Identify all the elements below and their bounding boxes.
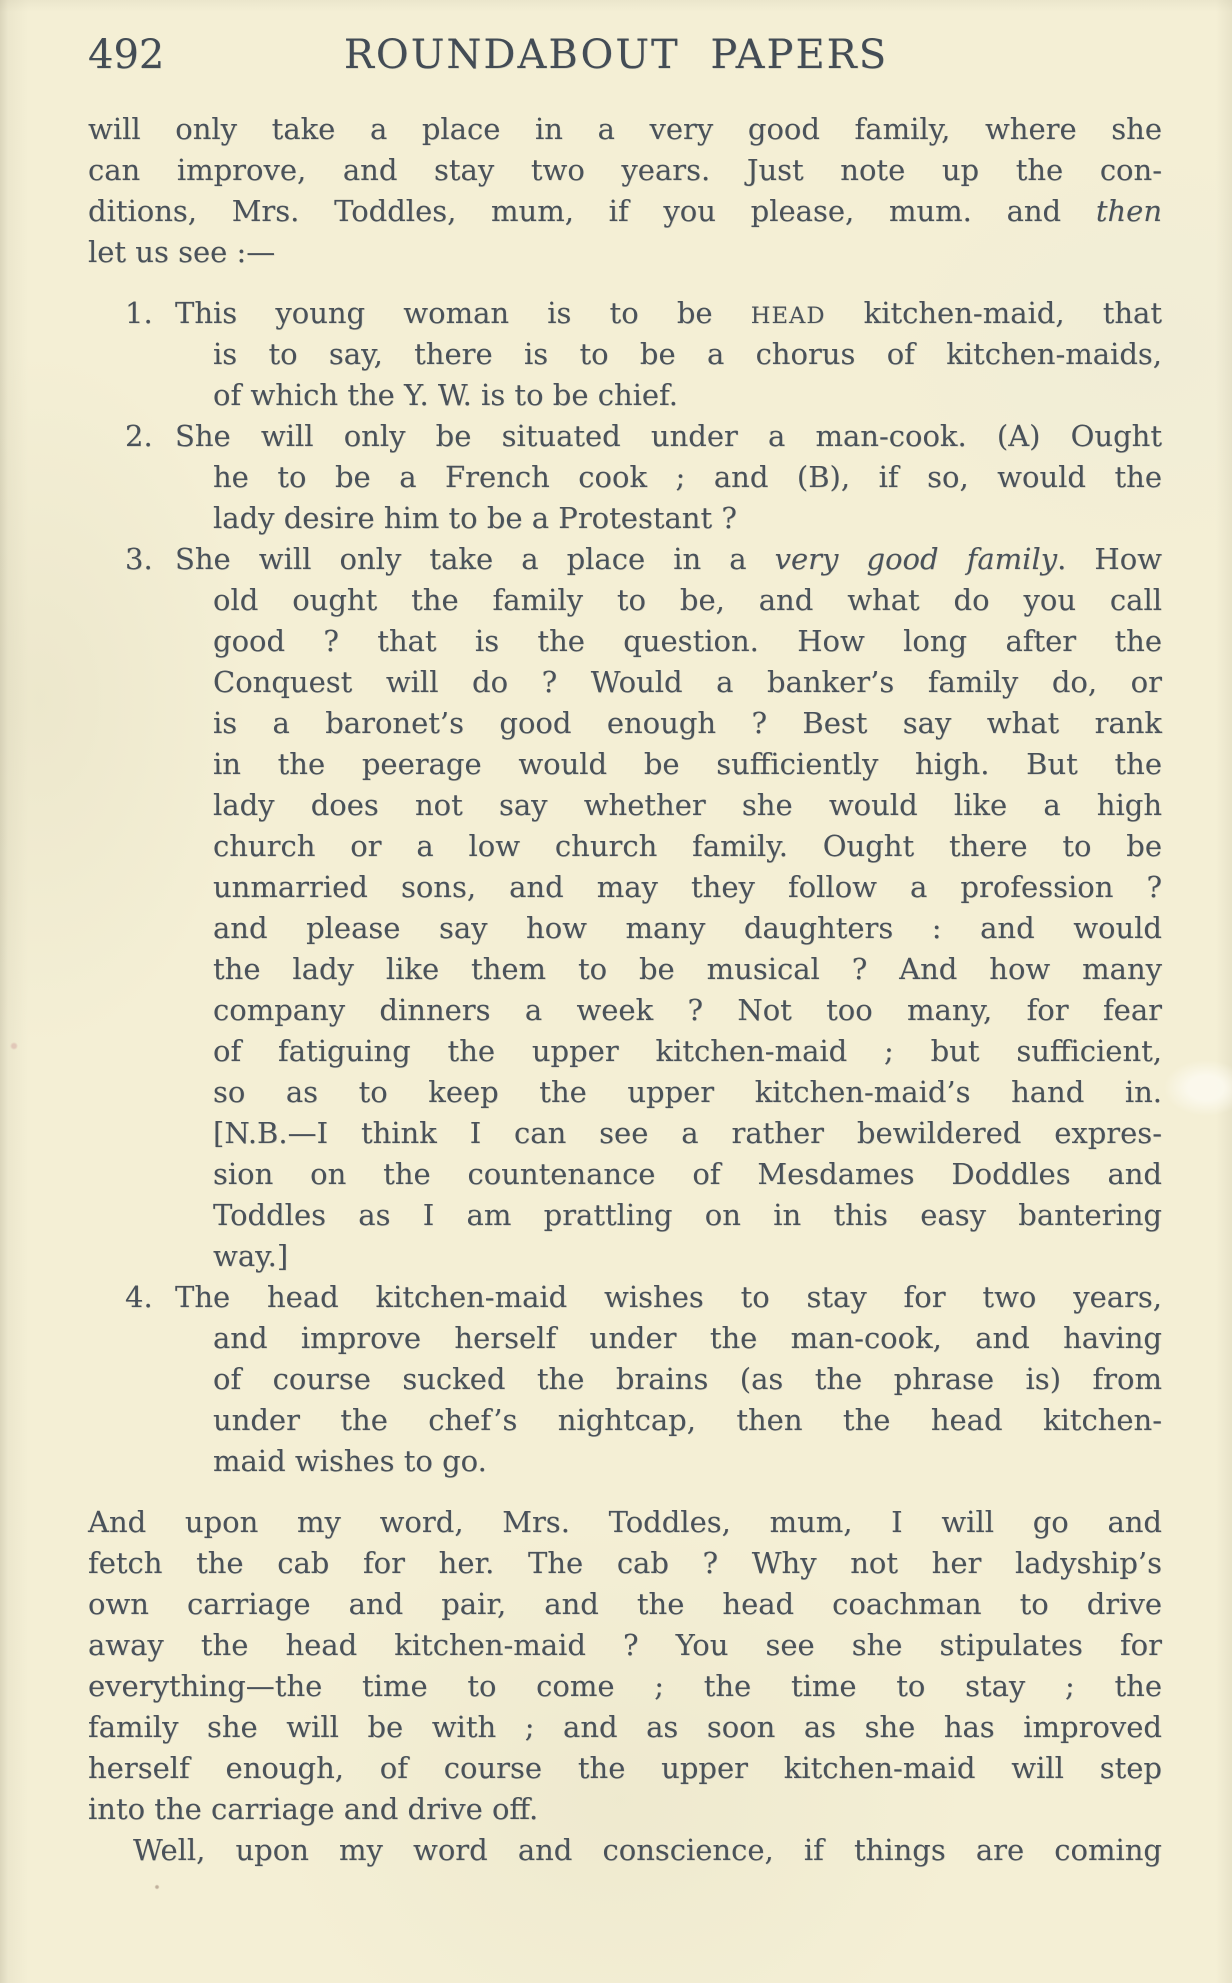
text-segment: herself enough, of course the upper kitchen-maid will step	[88, 1751, 1162, 1785]
text-line	[88, 1830, 1162, 1871]
text-segment: She will only be situated under a man-cook. (A) Ought	[175, 419, 1162, 453]
text-segment: he to be a French cook ; and (B), if so, would the	[213, 460, 1162, 494]
text-segment: And upon my word, Mrs. Toddles, mum, I will go and	[88, 1505, 1162, 1539]
italic-word: then	[1095, 194, 1162, 228]
text-line	[88, 703, 1162, 744]
text-line	[88, 662, 1162, 703]
text-line	[88, 1584, 1162, 1625]
list-item	[88, 1277, 1162, 1482]
text-segment: away the head kitchen-maid ? You see she stipulates for	[88, 1628, 1162, 1662]
text-line	[88, 375, 1162, 416]
text-line	[88, 1789, 1162, 1830]
text-segment: the lady like them to be musical ? And how many	[213, 952, 1162, 986]
text-segment: Well, upon my word and conscience, if things are coming	[133, 1833, 1162, 1867]
text-line	[88, 109, 1162, 150]
text-line	[88, 580, 1162, 621]
text-segment: [N.B.—I think I can see a rather bewildered expres-	[213, 1116, 1162, 1150]
text-line	[88, 949, 1162, 990]
list-item	[88, 539, 1162, 1277]
intro-paragraph	[88, 109, 1162, 273]
text-segment: under the chef’s nightcap, then the head kitchen-	[213, 1403, 1162, 1437]
text-segment: Conquest will do ? Would a banker’s family do, or	[213, 665, 1162, 699]
text-segment: of course sucked the brains (as the phrase is) from	[213, 1362, 1162, 1396]
text-line	[88, 826, 1162, 867]
list-item-number: 2.	[125, 419, 153, 453]
text-line	[88, 293, 1162, 334]
text-line	[88, 150, 1162, 191]
text-line	[88, 1666, 1162, 1707]
text-line	[88, 990, 1162, 1031]
text-segment: sion on the countenance of Mesdames Doddles and	[213, 1157, 1162, 1191]
text-segment: company dinners a week ? Not too many, for fear	[213, 993, 1162, 1027]
smallcaps-word: HEAD	[750, 303, 826, 329]
text-line	[88, 457, 1162, 498]
numbered-list	[88, 293, 1162, 1482]
text-segment: of which the Y. W. is to be chief.	[213, 378, 678, 412]
text-segment: good ? that is the question. How long after the	[213, 624, 1162, 658]
text-segment: of fatiguing the upper kitchen-maid ; but sufficient,	[213, 1034, 1162, 1068]
text-line	[88, 867, 1162, 908]
text-line	[88, 744, 1162, 785]
text-segment: lady desire him to be a Protestant ?	[213, 501, 737, 535]
text-segment: so as to keep the upper kitchen-maid’s hand in.	[213, 1075, 1162, 1109]
text-line	[88, 498, 1162, 539]
page-body	[88, 109, 1162, 1871]
list-item-number: 4.	[125, 1280, 153, 1314]
text-segment: fetch the cab for her. The cab ? Why not her ladyship’s	[88, 1546, 1162, 1580]
text-line	[88, 785, 1162, 826]
text-line	[88, 1072, 1162, 1113]
text-line	[88, 1359, 1162, 1400]
text-segment: is to say, there is to be a chorus of kitchen-maids,	[213, 337, 1162, 371]
text-segment: way.]	[213, 1239, 289, 1273]
text-line	[88, 1154, 1162, 1195]
text-segment: old ought the family to be, and what do you call	[213, 583, 1162, 617]
text-line	[88, 1441, 1162, 1482]
text-segment: lady does not say whether she would like a high	[213, 788, 1162, 822]
text-line	[88, 1543, 1162, 1584]
running-header	[0, 33, 1232, 77]
text-line	[88, 232, 1162, 273]
text-line	[88, 908, 1162, 949]
text-segment: will only take a place in a very good family, where she	[88, 112, 1162, 146]
list-item	[88, 293, 1162, 416]
text-segment: She will only take a place in a	[175, 542, 775, 576]
text-line	[88, 191, 1162, 232]
text-segment: Toddles as I am prattling on in this easy bantering	[213, 1198, 1162, 1232]
text-line	[88, 1195, 1162, 1236]
text-line	[88, 1031, 1162, 1072]
text-segment: ditions, Mrs. Toddles, mum, if you please, mum. and	[88, 194, 1096, 228]
text-segment: The head kitchen-maid wishes to stay for two years,	[175, 1280, 1162, 1314]
text-line	[88, 1400, 1162, 1441]
text-segment: . How	[1057, 542, 1162, 576]
text-line	[88, 416, 1162, 457]
text-segment: in the peerage would be sufficiently high. But the	[213, 747, 1162, 781]
text-segment: church or a low church family. Ought there to be	[213, 829, 1162, 863]
italic-phrase: very good family	[774, 542, 1058, 576]
text-line	[88, 621, 1162, 662]
text-line	[88, 1625, 1162, 1666]
text-segment: into the carriage and drive off.	[88, 1792, 539, 1826]
text-segment: maid wishes to go.	[213, 1444, 487, 1478]
text-line	[88, 1748, 1162, 1789]
list-item	[88, 416, 1162, 539]
text-line	[88, 1502, 1162, 1543]
running-header-title: ROUNDABOUT PAPERS	[343, 32, 889, 78]
text-segment: This young woman is to be	[175, 296, 751, 330]
text-segment: and improve herself under the man-cook, and having	[213, 1321, 1162, 1355]
text-line	[88, 1113, 1162, 1154]
text-line	[88, 1277, 1162, 1318]
text-line	[88, 1236, 1162, 1277]
list-item-number: 3.	[125, 542, 153, 576]
text-segment: own carriage and pair, and the head coachman to drive	[88, 1587, 1162, 1621]
text-segment: can improve, and stay two years. Just note up the con-	[88, 153, 1162, 187]
page-number: 492	[88, 32, 165, 78]
text-segment: family she will be with ; and as soon as she has improved	[88, 1710, 1162, 1744]
text-segment: let us see :—	[88, 235, 276, 269]
text-segment: unmarried sons, and may they follow a profession ?	[213, 870, 1162, 904]
text-line	[88, 334, 1162, 375]
text-line	[88, 1318, 1162, 1359]
text-segment: everything—the time to come ; the time to stay ; the	[88, 1669, 1162, 1703]
text-segment: kitchen-maid, that	[825, 296, 1162, 330]
final-paragraph	[88, 1830, 1162, 1871]
text-line	[88, 1707, 1162, 1748]
list-item-number: 1.	[125, 296, 153, 330]
closing-paragraph	[88, 1502, 1162, 1830]
text-line	[88, 539, 1162, 580]
text-segment: is a baronet’s good enough ? Best say what rank	[213, 706, 1162, 740]
text-segment: and please say how many daughters : and would	[213, 911, 1162, 945]
